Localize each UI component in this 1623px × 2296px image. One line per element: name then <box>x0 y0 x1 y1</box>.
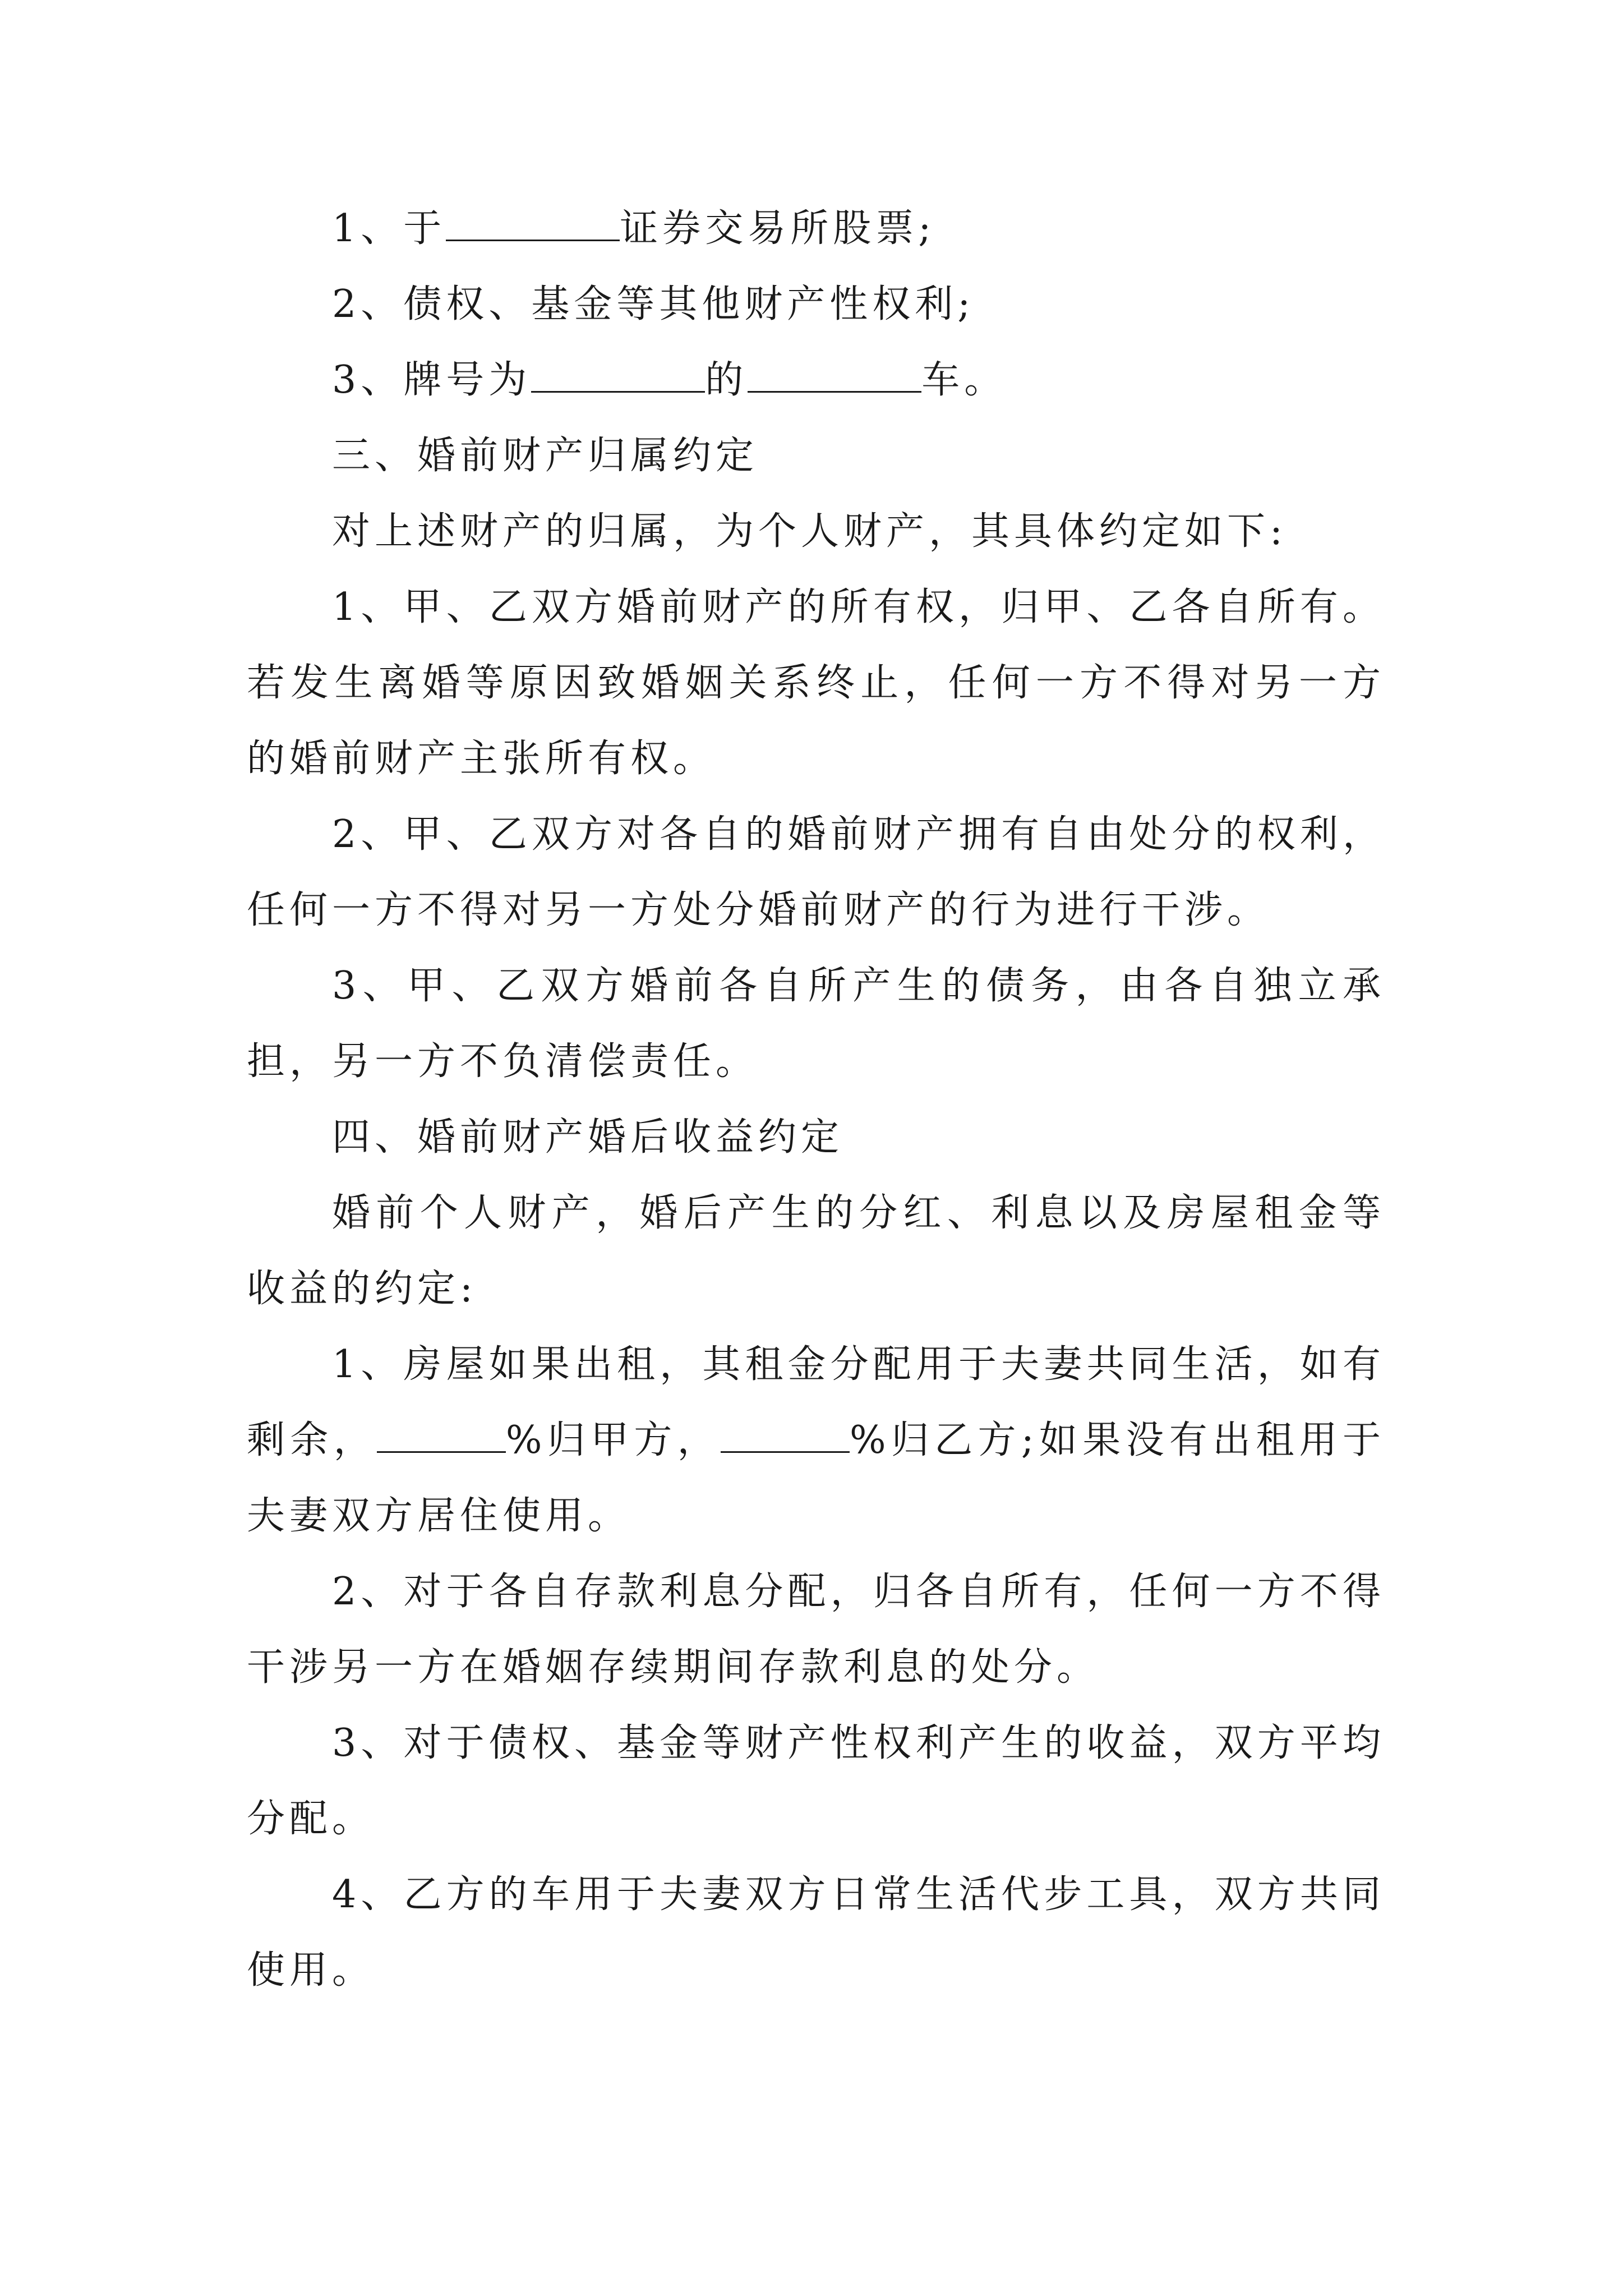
section-heading-income: 四、婚前财产婚后收益约定 <box>332 1115 844 1159</box>
stock-clause-prefix: 1、于 <box>332 206 446 251</box>
ownership-clause-3: 3、甲、乙双方婚前各自所产生的债务，由各自独立承担，另一方不负清偿责任。 <box>247 964 1385 1084</box>
rent-clause-middle: %归甲方， <box>505 1418 721 1462</box>
document-body <box>247 191 1385 2008</box>
vehicle-clause-middle: 的 <box>705 358 748 402</box>
stock-clause <box>247 191 1385 266</box>
stock-exchange-blank <box>446 207 620 241</box>
vehicle-type-blank <box>748 358 921 393</box>
plate-number-blank <box>531 358 705 393</box>
vehicle-clause <box>247 342 1385 418</box>
vehicle-clause-suffix: 车。 <box>921 358 1007 402</box>
stock-clause-suffix: 证券交易所股票; <box>620 206 936 251</box>
ownership-intro: 对上述财产的归属，为个人财产，其具体约定如下: <box>332 509 1287 554</box>
income-clause-2: 2、对于各自存款利息分配，归各自所有，任何一方不得干涉另一方在婚姻存续期间存款利息的处分。 <box>247 1570 1385 1690</box>
section-heading-ownership: 三、婚前财产归属约定 <box>332 434 759 478</box>
bond-fund-clause: 2、债权、基金等其他财产性权利; <box>332 282 975 326</box>
rent-clause-suffix: %归乙方;如果没有出租用于夫妻双方居住使用。 <box>247 1418 1385 1538</box>
income-clause-3: 3、对于债权、基金等财产性权利产生的收益，双方平均分配。 <box>247 1721 1385 1841</box>
party-b-percent-blank <box>721 1419 850 1453</box>
party-a-percent-blank <box>377 1419 506 1453</box>
ownership-clause-1: 1、甲、乙双方婚前财产的所有权，归甲、乙各自所有。若发生离婚等原因致婚姻关系终止，任何一方不得对另一方的婚前财产主张所有权。 <box>247 585 1385 781</box>
ownership-clause-2: 2、甲、乙双方对各自的婚前财产拥有自由处分的权利，任何一方不得对另一方处分婚前财产的行为进行干涉。 <box>247 812 1385 932</box>
vehicle-clause-prefix: 3、牌号为 <box>332 358 532 402</box>
income-clause-1 <box>247 1327 1385 1554</box>
income-intro: 婚前个人财产，婚后产生的分红、利息以及房屋租金等收益的约定: <box>247 1191 1385 1311</box>
income-clause-4: 4、乙方的车用于夫妻双方日常生活代步工具，双方共同使用。 <box>247 1872 1385 1993</box>
rent-clause-prefix: 1、房屋如果出租，其租金分配用于夫妻共同生活，如有剩余， <box>247 1342 1385 1462</box>
